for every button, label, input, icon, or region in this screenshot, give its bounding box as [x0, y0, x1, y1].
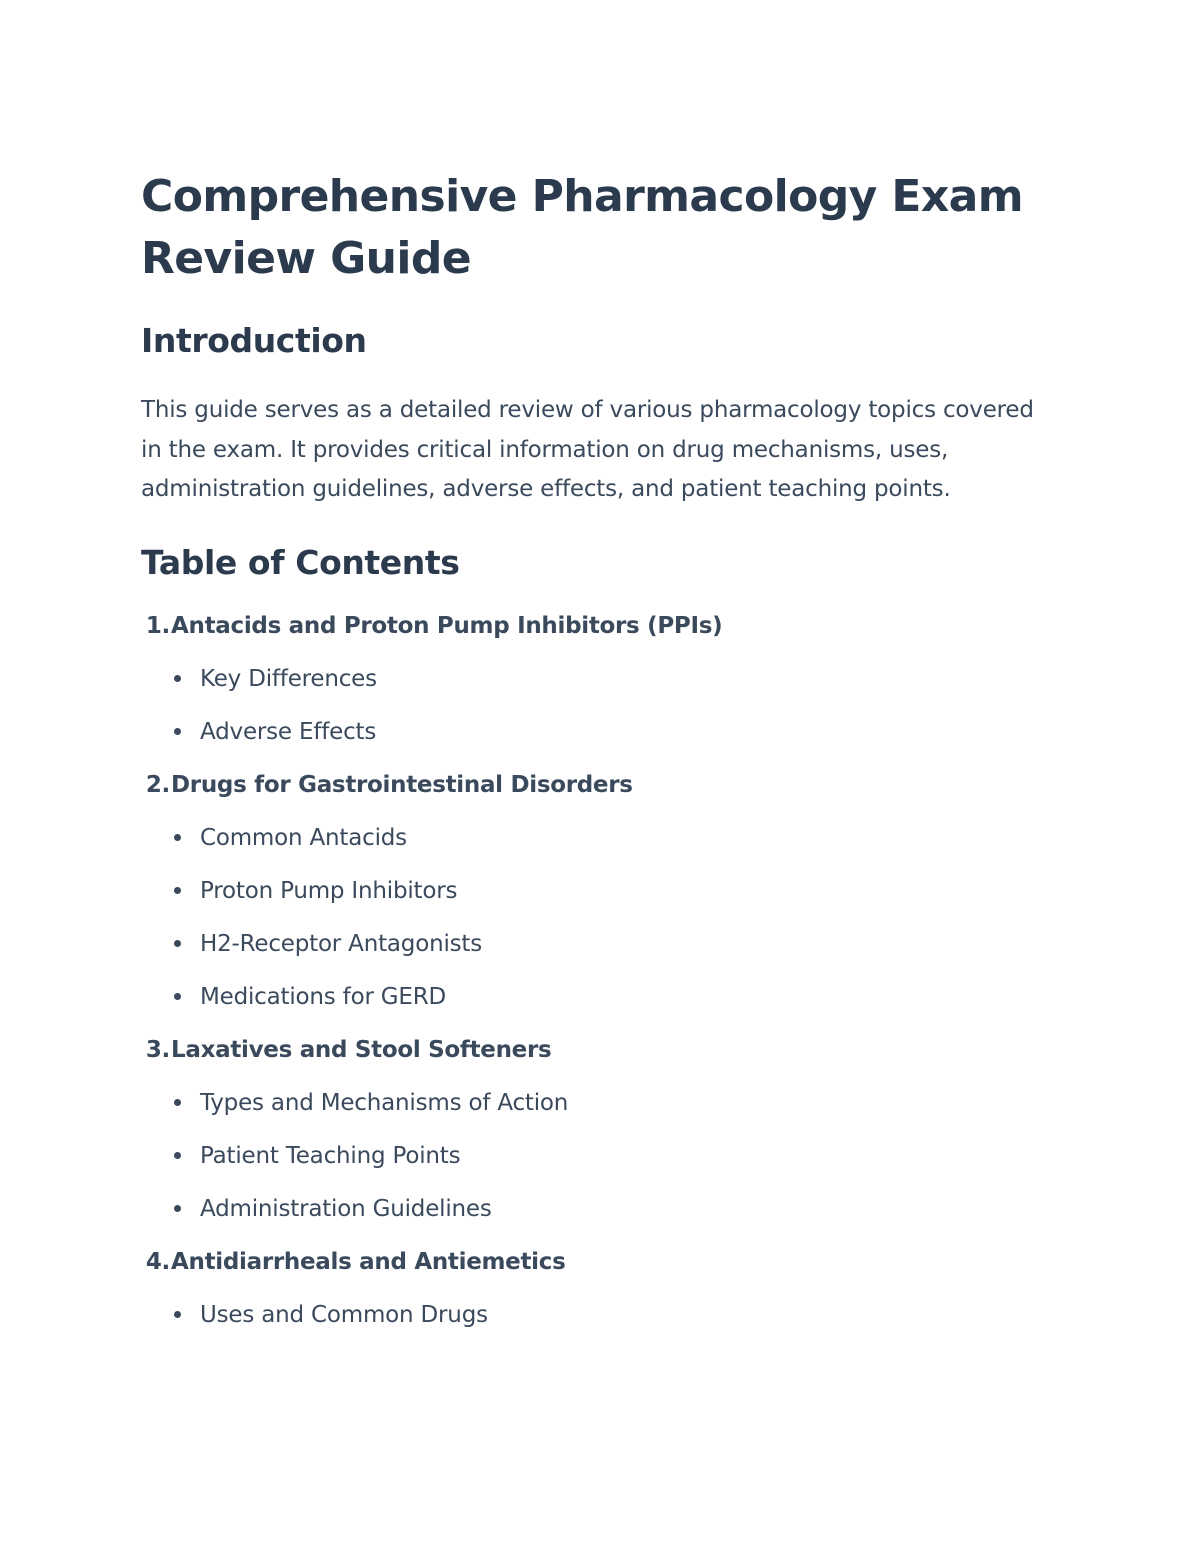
toc-section-number: 2.: [145, 771, 170, 798]
toc-subitem-label: Adverse Effects: [200, 718, 377, 745]
toc-section-number: 3.: [145, 1036, 170, 1063]
bullet-icon: [174, 728, 181, 735]
bullet-icon: [174, 940, 181, 947]
toc-section-title: Antacids and Proton Pump Inhibitors (PPIs): [171, 612, 723, 639]
introduction-text: This guide serves as a detailed review of various pharmacology topics covered in the exam. It provides critical information on drug mechanisms, uses, administration guidelines, adverse effects, and patient teaching points.: [141, 397, 1034, 502]
toc-section-title: Antidiarrheals and Antiemetics: [171, 1248, 566, 1275]
toc-section-label: [141, 1249, 1061, 1275]
toc-section: [141, 613, 1061, 745]
bullet-icon: [174, 1311, 181, 1318]
toc-section: [141, 1037, 1061, 1222]
bullet-icon: [174, 675, 181, 682]
document-page: [141, 166, 1061, 1355]
toc-heading: Table of Contents: [141, 542, 460, 582]
toc-subitem: [141, 666, 1061, 692]
toc-subitem-label: Uses and Common Drugs: [200, 1301, 488, 1328]
toc-subitems: [141, 666, 1061, 745]
document-title: Comprehensive Pharmacology Exam Review Guide: [141, 171, 1024, 284]
toc-subitem-label: Patient Teaching Points: [200, 1142, 461, 1169]
toc-subitem: [141, 1090, 1061, 1116]
toc-subitems: [141, 1090, 1061, 1222]
toc-subitem: [141, 1196, 1061, 1222]
bullet-icon: [174, 1152, 181, 1159]
toc-subitem: [141, 719, 1061, 745]
bullet-icon: [174, 887, 181, 894]
toc-subitem-label: Common Antacids: [200, 824, 407, 851]
toc-subitem: [141, 825, 1061, 851]
toc-section-number: 4.: [145, 1248, 170, 1275]
toc-subitem: [141, 931, 1061, 957]
toc-section: [141, 772, 1061, 1010]
toc-subitem: [141, 1143, 1061, 1169]
bullet-icon: [174, 993, 181, 1000]
toc-section-title: Laxatives and Stool Softeners: [171, 1036, 552, 1063]
bullet-icon: [174, 1099, 181, 1106]
toc-subitem: [141, 984, 1061, 1010]
toc-section-label: [141, 1037, 1061, 1063]
toc-subitem-label: Proton Pump Inhibitors: [200, 877, 458, 904]
toc-section-label: [141, 613, 1061, 639]
table-of-contents: [141, 613, 1061, 1328]
toc-subitem-label: Types and Mechanisms of Action: [200, 1089, 569, 1116]
bullet-icon: [174, 834, 181, 841]
introduction-heading: Introduction: [141, 321, 367, 360]
toc-section: [141, 1249, 1061, 1328]
toc-subitems: [141, 1302, 1061, 1328]
toc-subitem-label: H2-Receptor Antagonists: [200, 930, 483, 957]
toc-subitem-label: Key Differences: [200, 665, 377, 692]
toc-subitems: [141, 825, 1061, 1010]
toc-section-label: [141, 772, 1061, 798]
toc-subitem: [141, 1302, 1061, 1328]
toc-subitem-label: Medications for GERD: [200, 983, 447, 1010]
toc-subitem-label: Administration Guidelines: [200, 1195, 492, 1222]
toc-subitem: [141, 878, 1061, 904]
toc-section-title: Drugs for Gastrointestinal Disorders: [171, 771, 633, 798]
bullet-icon: [174, 1205, 181, 1212]
toc-section-number: 1.: [145, 612, 170, 639]
